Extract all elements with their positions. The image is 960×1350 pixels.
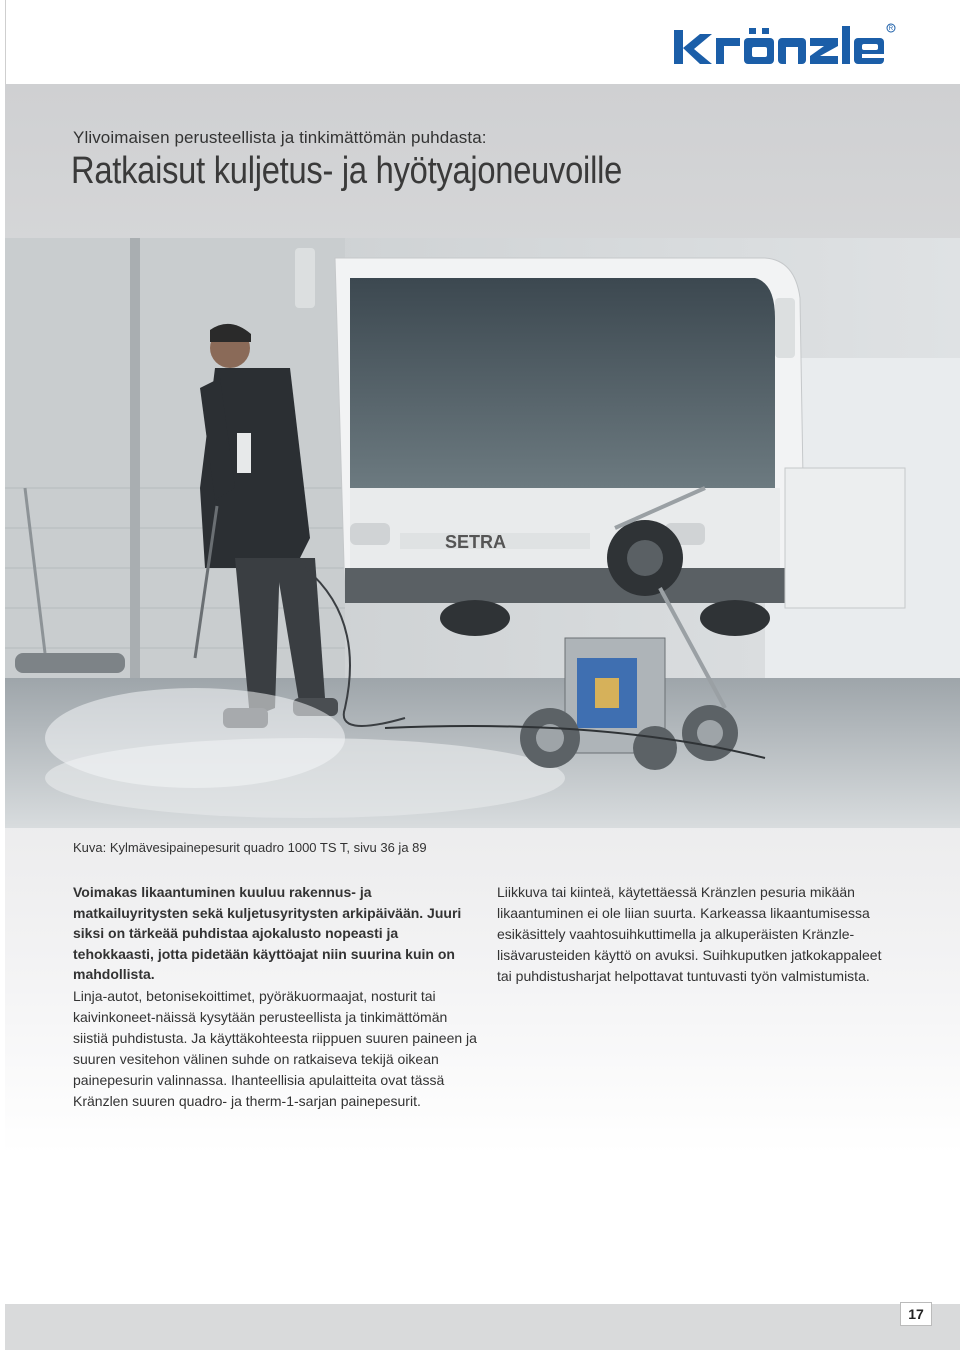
margin-rule xyxy=(5,0,6,84)
body-paragraph-1: Linja-autot, betonisekoittimet, pyöräkuormaajat, nosturit tai kaivinkoneet-näissä kysytään perusteellista ja tinkimättömän siistiä puhdistusta. Ja käyttäkohteesta riippuen suuren paineen ja suuren vesitehon välinen suhde on ratkaiseva tekijä oikean painepesurin valinnassa. Ihanteellisia apulaitteita ovat tässä Kränzlen suuren quadro- ja therm-1-sarjan painepesurit. xyxy=(73,988,477,1109)
page-number: 17 xyxy=(900,1302,932,1326)
page-title: Ratkaisut kuljetus- ja hyötyajoneuvoille xyxy=(71,150,622,192)
svg-text:R: R xyxy=(888,26,894,32)
photo-caption: Kuva: Kylmävesipainepesurit quadro 1000 TS T, sivu 36 ja 89 xyxy=(73,840,427,855)
page-subtitle: Ylivoimaisen perusteellista ja tinkimättömän puhdasta: xyxy=(73,128,487,147)
lead-paragraph: Voimakas likaantuminen kuuluu rakennus- ja matkailuyritysten sekä kuljetusyritysten arkipäivään. Juuri siksi on tärkeää puhdistaa ajokalusto nopeasti ja tehokkaasti, jotta pidetään käyttöajat niin suurina kuin on mahdollista. xyxy=(73,884,462,982)
kranzle-logo xyxy=(672,20,897,72)
hero-photo xyxy=(5,238,960,828)
bus-washing-illustration xyxy=(5,238,960,828)
bus-lettering: SETRA xyxy=(445,532,507,552)
footer-band xyxy=(5,1304,960,1350)
body-paragraph-2: Liikkuva tai kiinteä, käytettäessä Kränzlen pesuria mikään likaantuminen ei ole liian suurta. Karkeassa likaantumisessa esikäsittely vaahtosuihkuttimella ja alkuperäisten Kränzle-lisävarusteiden käyttö on avuksi. Suihkuputken jatkokappaleet tai puhdistusharjat helpottavat tuntuvasti työn valmistumista. xyxy=(497,884,882,984)
